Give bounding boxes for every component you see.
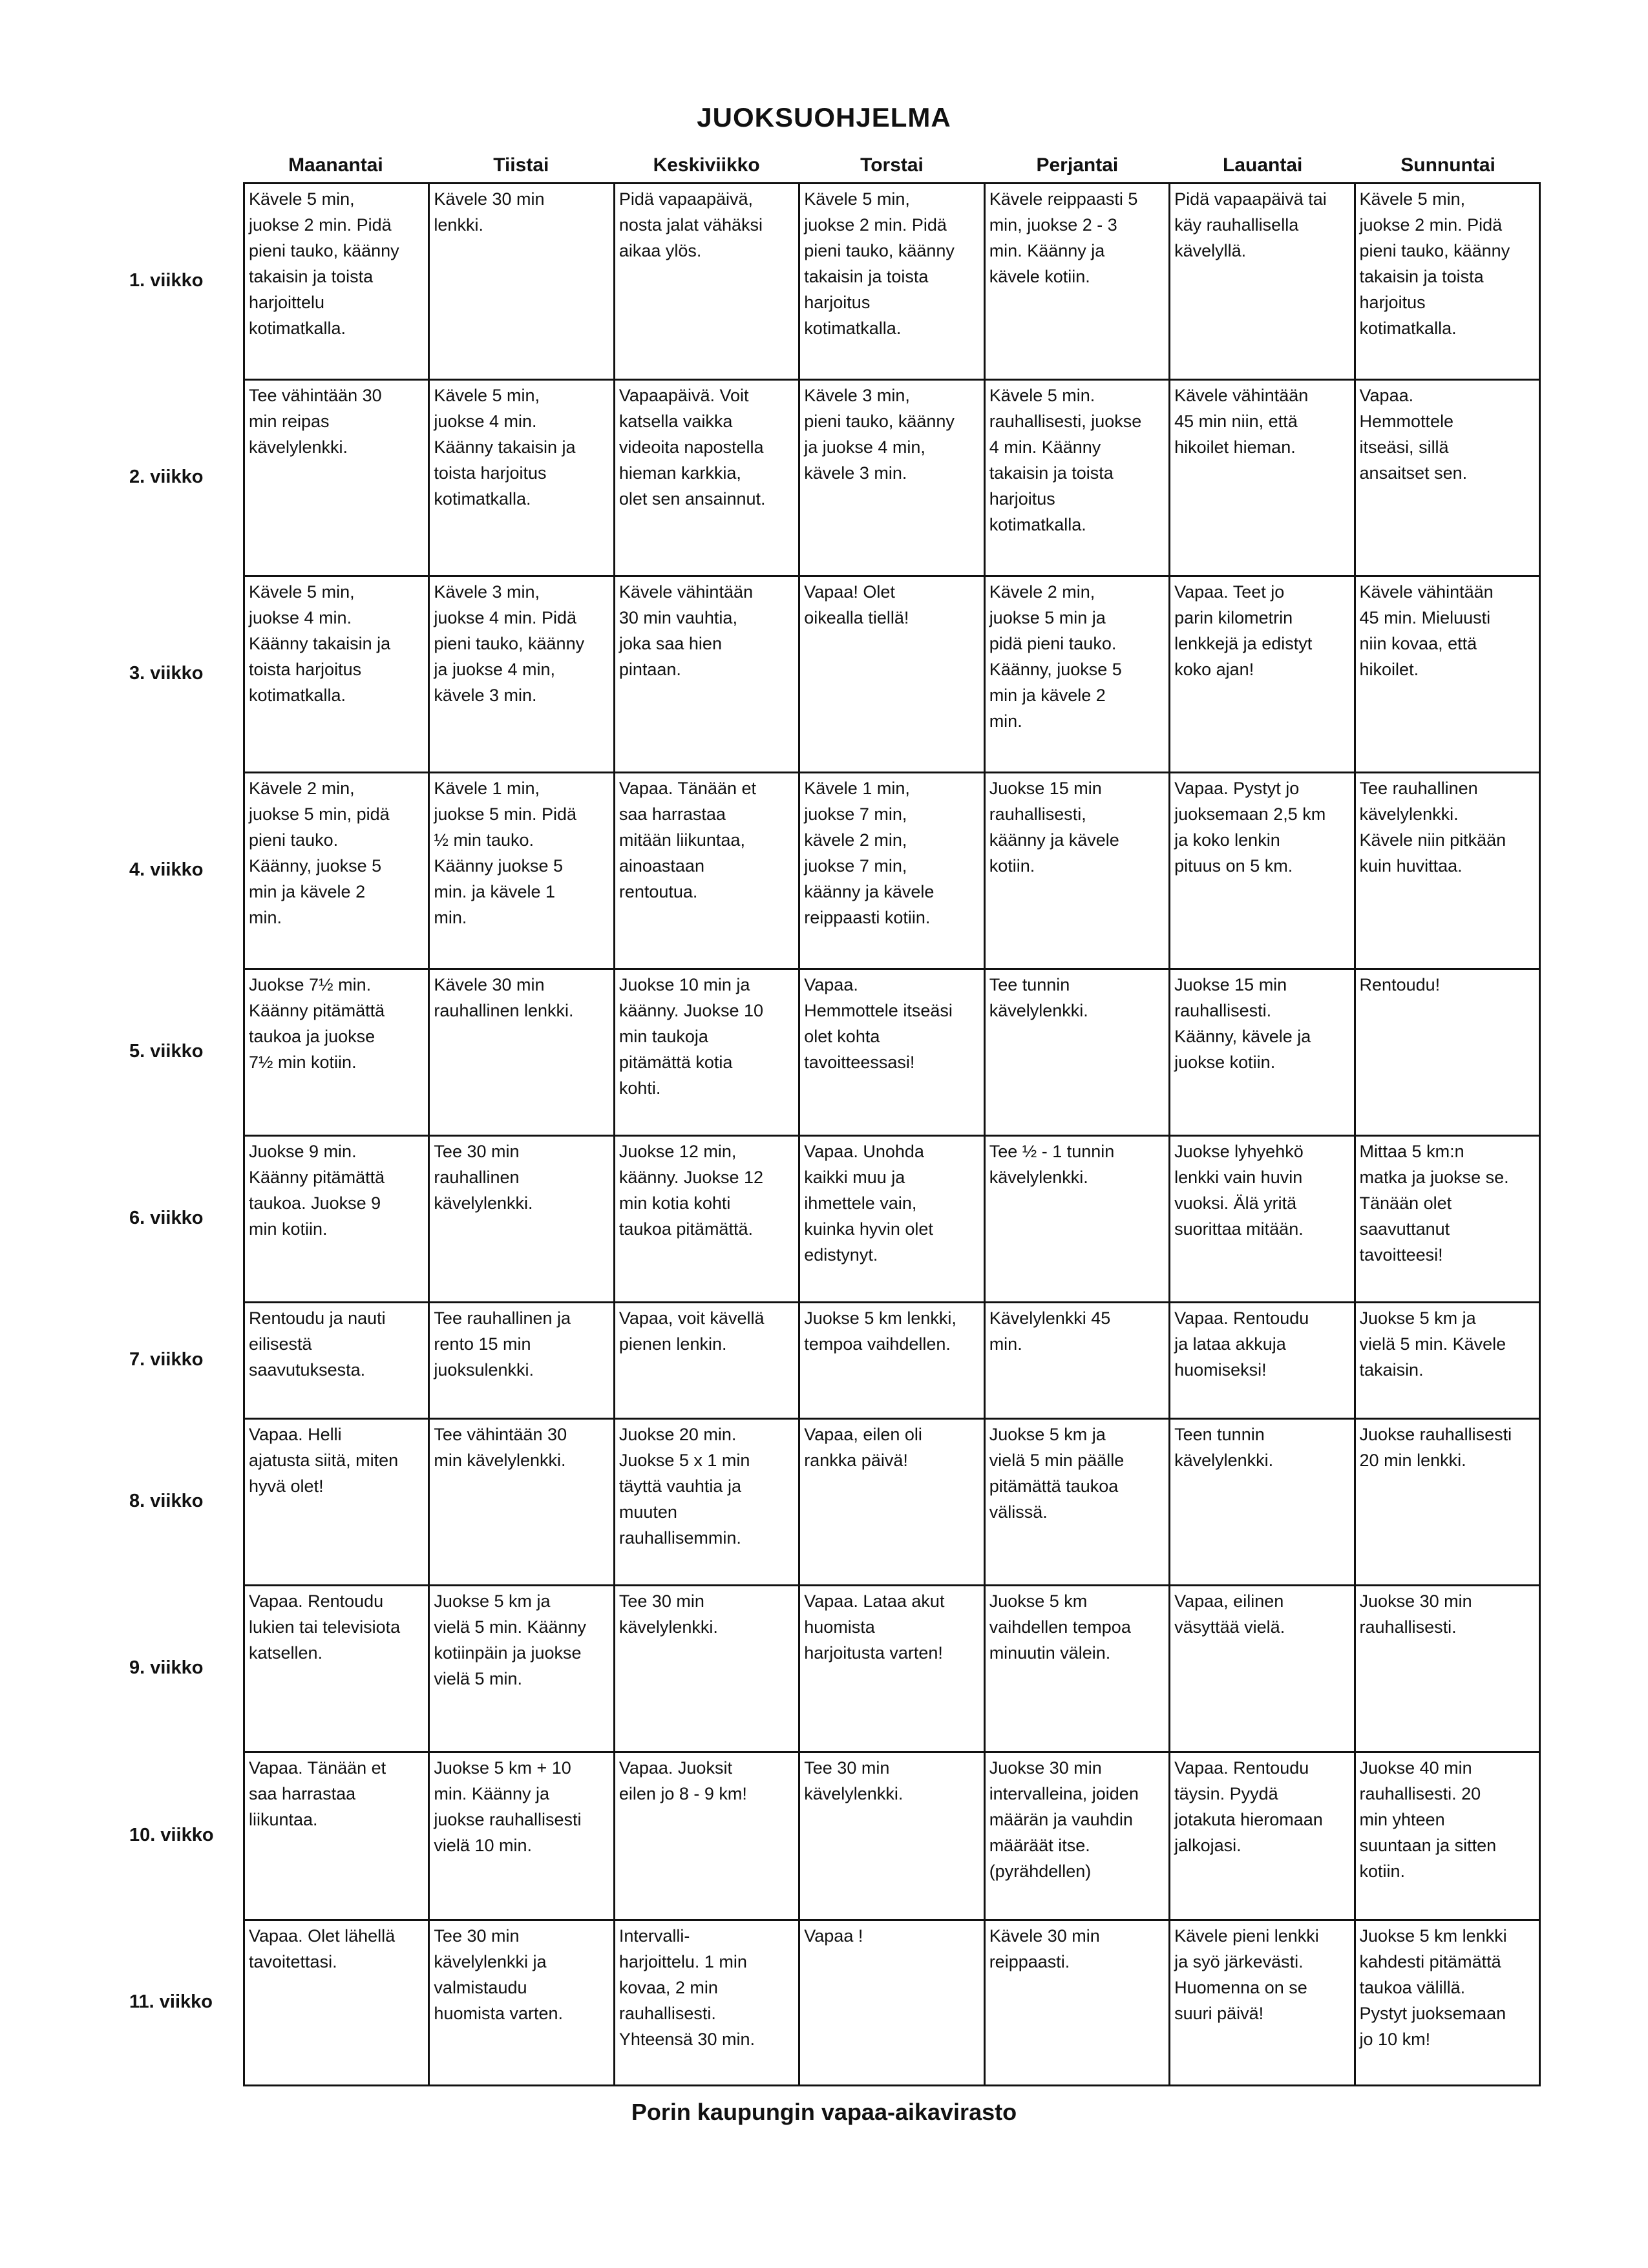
day-cell: Kävele vähintään 45 min. Mieluusti niin kovaa, että hikoilet. xyxy=(1355,576,1539,773)
week-row xyxy=(244,184,1540,380)
day-cell: Juokse 5 km lenkki, tempoa vaihdellen. xyxy=(799,1303,984,1419)
day-cell: Tee 30 min kävelylenkki ja valmistaudu huomista varten. xyxy=(429,1920,614,2086)
day-cell: Juokse 15 min rauhallisesti, käänny ja kävele kotiin. xyxy=(984,773,1169,969)
day-cell: Kävele 3 min, pieni tauko, käänny ja juokse 4 min, kävele 3 min. xyxy=(799,380,984,576)
day-cell: Vapaa ! xyxy=(799,1920,984,2086)
week-label: 6. viikko xyxy=(129,1207,204,1228)
week-row xyxy=(244,969,1540,1136)
day-cell: Teen tunnin kävelylenkki. xyxy=(1170,1419,1355,1586)
day-cell: Vapaa. Rentoudu täysin. Pyydä jotakuta hieromaan jalkojasi. xyxy=(1170,1752,1355,1920)
day-cell: Juokse 5 km ja vielä 5 min päälle pitämättä taukoa välissä. xyxy=(984,1419,1169,1586)
day-cell: Vapaa, voit kävellä pienen lenkin. xyxy=(614,1303,799,1419)
week-row xyxy=(244,1586,1540,1752)
day-cell: Vapaa. Pystyt jo juoksemaan 2,5 km ja koko lenkin pituus on 5 km. xyxy=(1170,773,1355,969)
day-cell: Tee ½ - 1 tunnin kävelylenkki. xyxy=(984,1136,1169,1303)
week-label: 8. viikko xyxy=(129,1490,204,1511)
day-cell: Mittaa 5 km:n matka ja juokse se. Tänään olet saavuttanut tavoitteesi! xyxy=(1355,1136,1539,1303)
week-row xyxy=(244,380,1540,576)
day-cell: Juokse 9 min. Käänny pitämättä taukoa. Juokse 9 min kotiin. xyxy=(244,1136,429,1303)
day-header: Lauantai xyxy=(1223,154,1303,176)
day-cell: Tee rauhallinen kävelylenkki. Kävele niin pitkään kuin huvittaa. xyxy=(1355,773,1539,969)
day-cell: Vapaa, eilinen väsyttää vielä. xyxy=(1170,1586,1355,1752)
day-cell: Kävele 2 min, juokse 5 min ja pidä pieni tauko. Käänny, juokse 5 min ja kävele 2 min. xyxy=(984,576,1169,773)
week-label: 1. viikko xyxy=(129,269,204,291)
day-header: Sunnuntai xyxy=(1400,154,1495,176)
day-cell: Juokse 12 min, käänny. Juokse 12 min kotia kohti taukoa pitämättä. xyxy=(614,1136,799,1303)
day-cell: Juokse 5 km ja vielä 5 min. Käänny kotiinpäin ja juokse vielä 5 min. xyxy=(429,1586,614,1752)
day-cell: Kävele 5 min, juokse 2 min. Pidä pieni tauko, käänny takaisin ja toista harjoitus kotimatkalla. xyxy=(1355,184,1539,380)
week-label: 2. viikko xyxy=(129,466,204,487)
day-header: Perjantai xyxy=(1036,154,1119,176)
day-cell: Vapaa. Rentoudu ja lataa akkuja huomiseksi! xyxy=(1170,1303,1355,1419)
day-cell: Juokse 5 km vaihdellen tempoa minuutin välein. xyxy=(984,1586,1169,1752)
week-row xyxy=(244,1752,1540,1920)
day-cell: Juokse 15 min rauhallisesti. Käänny, kävele ja juokse kotiin. xyxy=(1170,969,1355,1136)
day-cell: Juokse 5 km lenkki kahdesti pitämättä taukoa välillä. Pystyt juoksemaan jo 10 km! xyxy=(1355,1920,1539,2086)
week-label: 10. viikko xyxy=(129,1824,214,1845)
day-cell: Juokse 10 min ja käänny. Juokse 10 min taukoja pitämättä kotia kohti. xyxy=(614,969,799,1136)
day-cell: Intervalli- harjoittelu. 1 min kovaa, 2 min rauhallisesti. Yhteensä 30 min. xyxy=(614,1920,799,2086)
day-cell: Tee vähintään 30 min reipas kävelylenkki. xyxy=(244,380,429,576)
day-cell: Kävele 1 min, juokse 5 min. Pidä ½ min tauko. Käänny juokse 5 min. ja kävele 1 min. xyxy=(429,773,614,969)
week-row xyxy=(244,1303,1540,1419)
day-cell: Kävele 30 min reippaasti. xyxy=(984,1920,1169,2086)
page-title: JUOKSUOHJELMA xyxy=(697,102,951,132)
day-cell: Juokse 7½ min. Käänny pitämättä taukoa ja juokse 7½ min kotiin. xyxy=(244,969,429,1136)
day-cell: Kävele 5 min, juokse 2 min. Pidä pieni tauko, käänny takaisin ja toista harjoittelu kotimatkalla. xyxy=(244,184,429,380)
day-cell: Vapaa! Olet oikealla tiellä! xyxy=(799,576,984,773)
day-cell: Juokse 30 min rauhallisesti. xyxy=(1355,1586,1539,1752)
day-cell: Vapaa, eilen oli rankka päivä! xyxy=(799,1419,984,1586)
day-cell: Vapaa. Hemmottele itseäsi olet kohta tavoitteessasi! xyxy=(799,969,984,1136)
day-cell: Kävele vähintään 30 min vauhtia, joka saa hien pintaan. xyxy=(614,576,799,773)
week-row xyxy=(244,1920,1540,2086)
day-cell: Vapaa. Rentoudu lukien tai televisiota katsellen. xyxy=(244,1586,429,1752)
day-cell: Vapaa. Tänään et saa harrastaa mitään liikuntaa, ainoastaan rentoutua. xyxy=(614,773,799,969)
day-header: Maanantai xyxy=(288,154,383,176)
day-cell: Rentoudu ja nauti eilisestä saavutuksesta. xyxy=(244,1303,429,1419)
day-cell: Tee 30 min kävelylenkki. xyxy=(799,1752,984,1920)
day-cell: Juokse 5 km + 10 min. Käänny ja juokse rauhallisesti vielä 10 min. xyxy=(429,1752,614,1920)
week-label: 7. viikko xyxy=(129,1349,204,1370)
day-cell: Vapaa. Lataa akut huomista harjoitusta varten! xyxy=(799,1586,984,1752)
day-cell: Juokse rauhallisesti 20 min lenkki. xyxy=(1355,1419,1539,1586)
day-header: Keskiviikko xyxy=(653,154,760,176)
day-cell: Rentoudu! xyxy=(1355,969,1539,1136)
day-cell: Vapaa. Tänään et saa harrastaa liikuntaa. xyxy=(244,1752,429,1920)
footer-text: Porin kaupungin vapaa-aikavirasto xyxy=(631,2099,1017,2125)
week-label: 9. viikko xyxy=(129,1657,204,1678)
day-cell: Kävele 1 min, juokse 7 min, kävele 2 min, juokse 7 min, käänny ja kävele reippaasti kotiin. xyxy=(799,773,984,969)
day-cell: Vapaa. Juoksit eilen jo 8 - 9 km! xyxy=(614,1752,799,1920)
day-cell: Kävele pieni lenkki ja syö järkevästi. Huomenna on se suuri päivä! xyxy=(1170,1920,1355,2086)
week-label: 5. viikko xyxy=(129,1040,204,1062)
day-cell: Vapaa. Hemmottele itseäsi, sillä ansaitset sen. xyxy=(1355,380,1539,576)
week-label: 11. viikko xyxy=(129,1991,213,2012)
day-cell: Kävele vähintään 45 min niin, että hikoilet hieman. xyxy=(1170,380,1355,576)
day-cell: Kävelylenkki 45 min. xyxy=(984,1303,1169,1419)
day-cell: Kävele 3 min, juokse 4 min. Pidä pieni tauko, käänny ja juokse 4 min, kävele 3 min. xyxy=(429,576,614,773)
day-cell: Pidä vapaapäivä tai käy rauhallisella kävelyllä. xyxy=(1170,184,1355,380)
day-cell: Kävele 30 min lenkki. xyxy=(429,184,614,380)
day-cell: Vapaa. Teet jo parin kilometrin lenkkejä ja edistyt koko ajan! xyxy=(1170,576,1355,773)
week-label: 3. viikko xyxy=(129,662,204,684)
day-cell: Vapaapäivä. Voit katsella vaikka videoita napostella hieman karkkia, olet sen ansainnut. xyxy=(614,380,799,576)
schedule-table xyxy=(243,182,1541,2086)
day-cell: Tee tunnin kävelylenkki. xyxy=(984,969,1169,1136)
day-cell: Tee 30 min kävelylenkki. xyxy=(614,1586,799,1752)
day-cell: Kävele 30 min rauhallinen lenkki. xyxy=(429,969,614,1136)
week-row xyxy=(244,1136,1540,1303)
day-cell: Kävele 5 min, juokse 4 min. Käänny takaisin ja toista harjoitus kotimatkalla. xyxy=(429,380,614,576)
day-cell: Vapaa. Olet lähellä tavoitettasi. xyxy=(244,1920,429,2086)
day-cell: Kävele 5 min, juokse 2 min. Pidä pieni tauko, käänny takaisin ja toista harjoitus kotimatkalla. xyxy=(799,184,984,380)
day-cell: Juokse 30 min intervalleina, joiden määrän ja vauhdin määräät itse. (pyrähdellen) xyxy=(984,1752,1169,1920)
day-cell: Vapaa. Helli ajatusta siitä, miten hyvä olet! xyxy=(244,1419,429,1586)
day-cell: Tee 30 min rauhallinen kävelylenkki. xyxy=(429,1136,614,1303)
day-cell: Pidä vapaapäivä, nosta jalat vähäksi aikaa ylös. xyxy=(614,184,799,380)
day-header: Tiistai xyxy=(493,154,549,176)
day-cell: Kävele 5 min, juokse 4 min. Käänny takaisin ja toista harjoitus kotimatkalla. xyxy=(244,576,429,773)
day-cell: Juokse 20 min. Juokse 5 x 1 min täyttä vauhtia ja muuten rauhallisemmin. xyxy=(614,1419,799,1586)
day-cell: Vapaa. Unohda kaikki muu ja ihmettele vain, kuinka hyvin olet edistynyt. xyxy=(799,1136,984,1303)
day-cell: Tee vähintään 30 min kävelylenkki. xyxy=(429,1419,614,1586)
day-cell: Juokse 5 km ja vielä 5 min. Kävele takaisin. xyxy=(1355,1303,1539,1419)
day-cell: Kävele 5 min. rauhallisesti, juokse 4 min. Käänny takaisin ja toista harjoitus kotimatkalla. xyxy=(984,380,1169,576)
week-row xyxy=(244,1419,1540,1586)
day-cell: Kävele 2 min, juokse 5 min, pidä pieni tauko. Käänny, juokse 5 min ja kävele 2 min. xyxy=(244,773,429,969)
day-cell: Juokse lyhyehkö lenkki vain huvin vuoksi. Älä yritä suorittaa mitään. xyxy=(1170,1136,1355,1303)
day-cell: Tee rauhallinen ja rento 15 min juoksulenkki. xyxy=(429,1303,614,1419)
day-header: Torstai xyxy=(860,154,924,176)
day-header-row xyxy=(243,150,1541,181)
week-label: 4. viikko xyxy=(129,859,204,880)
day-cell: Kävele reippaasti 5 min, juokse 2 - 3 min. Käänny ja kävele kotiin. xyxy=(984,184,1169,380)
week-row xyxy=(244,773,1540,969)
week-row xyxy=(244,576,1540,773)
day-cell: Juokse 40 min rauhallisesti. 20 min yhteen suuntaan ja sitten kotiin. xyxy=(1355,1752,1539,1920)
